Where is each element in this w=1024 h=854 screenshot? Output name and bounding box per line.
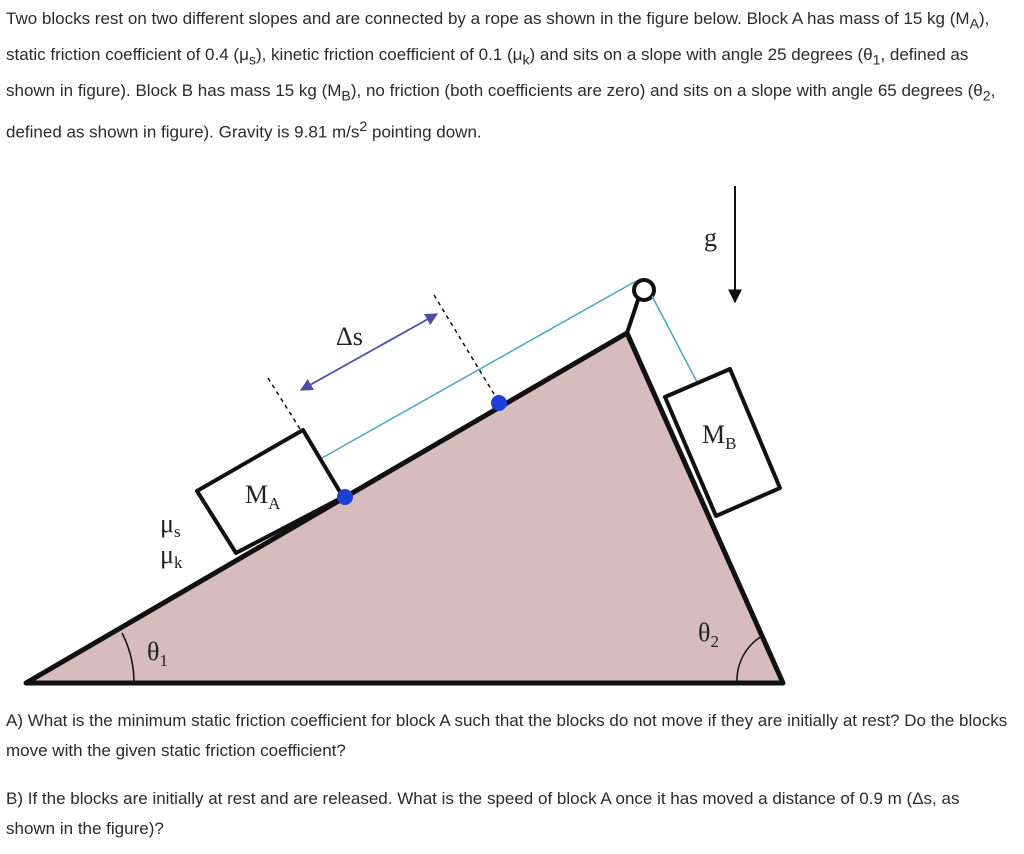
delta-s-label: Δs	[336, 322, 363, 351]
delta-s-guide-start	[268, 378, 302, 432]
question-b: B) If the blocks are initially at rest and are released. What is the speed of block A once it has moved a distance of 0.9 m (Δs, as shown in the figure)?	[6, 789, 960, 838]
rope-b	[652, 296, 697, 382]
end-marker	[491, 395, 507, 411]
problem-statement: Two blocks rest on two different slopes and are connected by a rope as shown in the figure below. Block A has mass of 15 kg $(M_A)$, static friction coefficient of 0.4 $(\mu_s)$, kinetic friction coefficient of 0.1 $(\mu_k)$ and sits on a slope with angle 25 degrees ($\theta_1$, defined as shown in figure). Block B has mass 15 kg $(M_B)$, no friction (both coefficients are zero) and sits on a slope with angle 65 degrees ($\theta_2$, defined as shown in figure). Gravity is 9.81 $m/s^2$ pointing down.	[6, 9, 996, 142]
block-b-label: $M_B$	[702, 420, 737, 453]
theta2-label: $\theta_2$	[698, 618, 719, 651]
mu-k-label: μk	[160, 540, 183, 572]
start-marker	[337, 489, 353, 505]
block-a-label: $M_A$	[245, 480, 281, 513]
delta-s-arrow	[301, 314, 437, 390]
question-a: A) What is the minimum static friction coefficient for block A such that the blocks do not move if they are initially at rest? Do the blocks move with the given static friction coefficient?	[6, 711, 1008, 760]
mu-s-label: μs	[160, 509, 181, 541]
incline-triangle	[26, 333, 783, 683]
theta1-label: $\theta_1$	[147, 637, 168, 670]
pulley	[634, 280, 654, 300]
gravity-label: g	[704, 223, 717, 252]
pulley-bracket	[627, 297, 639, 333]
delta-s-guide-end	[434, 295, 494, 394]
